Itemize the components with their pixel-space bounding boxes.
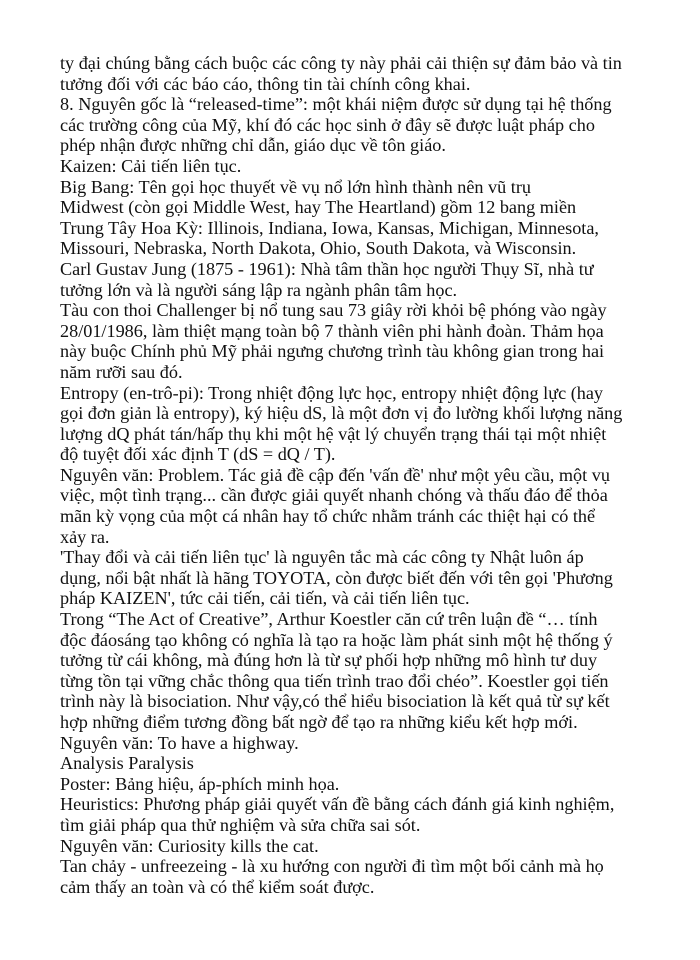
text-line: Heuristics: Phương pháp giải quyết vấn đề bằng cách đánh giá kinh nghiệm, bbox=[60, 794, 615, 815]
text-line: tưởng lớn và là người sáng lập ra ngành phân tâm học. bbox=[60, 279, 458, 300]
text-line: Trong “The Act of Creative”, Arthur Koestler căn cứ trên luận đề “… tính bbox=[60, 609, 598, 630]
text-line: tìm giải pháp qua thử nghiệm và sửa chữa sai sót. bbox=[60, 814, 421, 835]
text-line: hợp những điểm tương đồng bất ngờ để tạo ra những kiểu kết hợp mới. bbox=[60, 712, 578, 732]
paragraph bbox=[60, 836, 660, 857]
paragraph bbox=[60, 259, 660, 300]
text-line: mãn kỳ vọng của một cá nhân hay tổ chức nhằm tránh các thiệt hại có thể bbox=[60, 506, 596, 527]
text-line: từng tồn tại vững chắc thông qua tiến trình trao đổi chéo”. Koestler gọi tiến bbox=[60, 670, 609, 691]
text-line: năm rưỡi sau đó. bbox=[60, 361, 183, 382]
text-line: lượng dQ phát tán/hấp thụ khi một hệ vật lý chuyển trạng thái tại một nhiệt bbox=[60, 423, 607, 444]
text-line: các trường công của Mỹ, khí đó các học sinh ở đây sẽ được luật pháp cho bbox=[60, 114, 595, 135]
text-line: Big Bang: Tên gọi học thuyết về vụ nổ lớn hình thành nên vũ trụ bbox=[60, 176, 531, 197]
text-line: Entropy (en-trô-pi): Trong nhiệt động lực học, entropy nhiệt động lực (hay bbox=[60, 382, 604, 403]
paragraph bbox=[60, 753, 660, 774]
text-line: gọi đơn giản là entropy), ký hiệu dS, là một đơn vị đo lường khối lượng năng bbox=[60, 403, 623, 424]
text-line: độc đáosáng tạo không có nghĩa là tạo ra hoặc làm phát sinh một hệ thống ý bbox=[60, 629, 613, 650]
text-line: tưởng đối với các báo cáo, thông tin tài chính công khai. bbox=[60, 73, 471, 94]
document-page bbox=[60, 53, 660, 897]
text-line: Nguyên văn: Curiosity kills the cat. bbox=[60, 835, 319, 856]
paragraph bbox=[60, 94, 660, 156]
paragraph bbox=[60, 156, 660, 177]
paragraph bbox=[60, 197, 660, 259]
text-line: tưởng từ cái không, mà đúng hơn là từ sự phối hợp những mô hình tư duy bbox=[60, 650, 598, 671]
text-line: Tàu con thoi Challenger bị nổ tung sau 73 giây rời khỏi bệ phóng vào ngày bbox=[60, 300, 607, 321]
paragraph bbox=[60, 177, 660, 198]
text-line: phép nhận được những chỉ dẫn, giáo dục về tôn giáo. bbox=[60, 135, 446, 156]
paragraph bbox=[60, 774, 660, 795]
text-line: cảm thấy an toàn và có thể kiểm soát được. bbox=[60, 876, 375, 897]
text-line: độ tuyệt đối xác định T (dS = dQ / T). bbox=[60, 444, 336, 465]
text-line: Tan chảy - unfreezeing - là xu hướng con người đi tìm một bối cảnh mà họ bbox=[60, 856, 604, 877]
text-line: Kaizen: Cải tiến liên tục. bbox=[60, 155, 242, 176]
text-line: trình này là bisociation. Như vậy,có thể hiểu bisociation là kết quả từ sự kết bbox=[60, 691, 610, 712]
paragraph bbox=[60, 465, 660, 547]
text-line: Analysis Paralysis bbox=[60, 753, 194, 774]
text-line: 'Thay đổi và cải tiến liên tục' là nguyên tắc mà các công ty Nhật luôn áp bbox=[60, 547, 584, 568]
paragraph bbox=[60, 53, 660, 94]
paragraph bbox=[60, 856, 660, 897]
text-line: pháp KAIZEN', tức cải tiến, cải tiến, và cải tiến liên tục. bbox=[60, 588, 470, 609]
paragraph bbox=[60, 300, 660, 382]
paragraph bbox=[60, 383, 660, 465]
text-line: Nguyên văn: Problem. Tác giả đề cập đến 'vấn đề' như một yêu cầu, một vụ bbox=[60, 464, 610, 485]
text-line: Nguyên văn: To have a highway. bbox=[60, 732, 299, 753]
text-line: ty đại chúng bằng cách buộc các công ty này phải cải thiện sự đảm bảo và tin bbox=[60, 53, 622, 73]
text-line: Poster: Bảng hiệu, áp-phích minh họa. bbox=[60, 773, 340, 794]
text-line: việc, một tình trạng... cần được giải quyết nhanh chóng và thấu đáo để thỏa bbox=[60, 485, 608, 506]
paragraph bbox=[60, 609, 660, 733]
text-line: Trung Tây Hoa Kỳ: Illinois, Indiana, Iowa, Kansas, Michigan, Minnesota, bbox=[60, 217, 599, 238]
paragraph bbox=[60, 733, 660, 754]
text-line: Midwest (còn gọi Middle West, hay The Heartland) gồm 12 bang miền bbox=[60, 197, 577, 218]
text-line: dụng, nổi bật nhất là hãng TOYOTA, còn được biết đến với tên gọi 'Phương bbox=[60, 567, 613, 588]
text-line: Missouri, Nebraska, North Dakota, Ohio, South Dakota, và Wisconsin. bbox=[60, 238, 577, 259]
text-line: Carl Gustav Jung (1875 - 1961): Nhà tâm thần học người Thụy Sĩ, nhà tư bbox=[60, 258, 594, 279]
paragraph bbox=[60, 547, 660, 609]
text-line: xảy ra. bbox=[60, 526, 110, 547]
text-line: 28/01/1986, làm thiệt mạng toàn bộ 7 thành viên phi hành đoàn. Thảm họa bbox=[60, 320, 604, 341]
text-line: này buộc Chính phủ Mỹ phải ngưng chương trình tàu không gian trong hai bbox=[60, 341, 605, 362]
paragraph bbox=[60, 794, 660, 835]
text-line: 8. Nguyên gốc là “released-time”: một khái niệm được sử dụng tại hệ thống bbox=[60, 94, 612, 115]
